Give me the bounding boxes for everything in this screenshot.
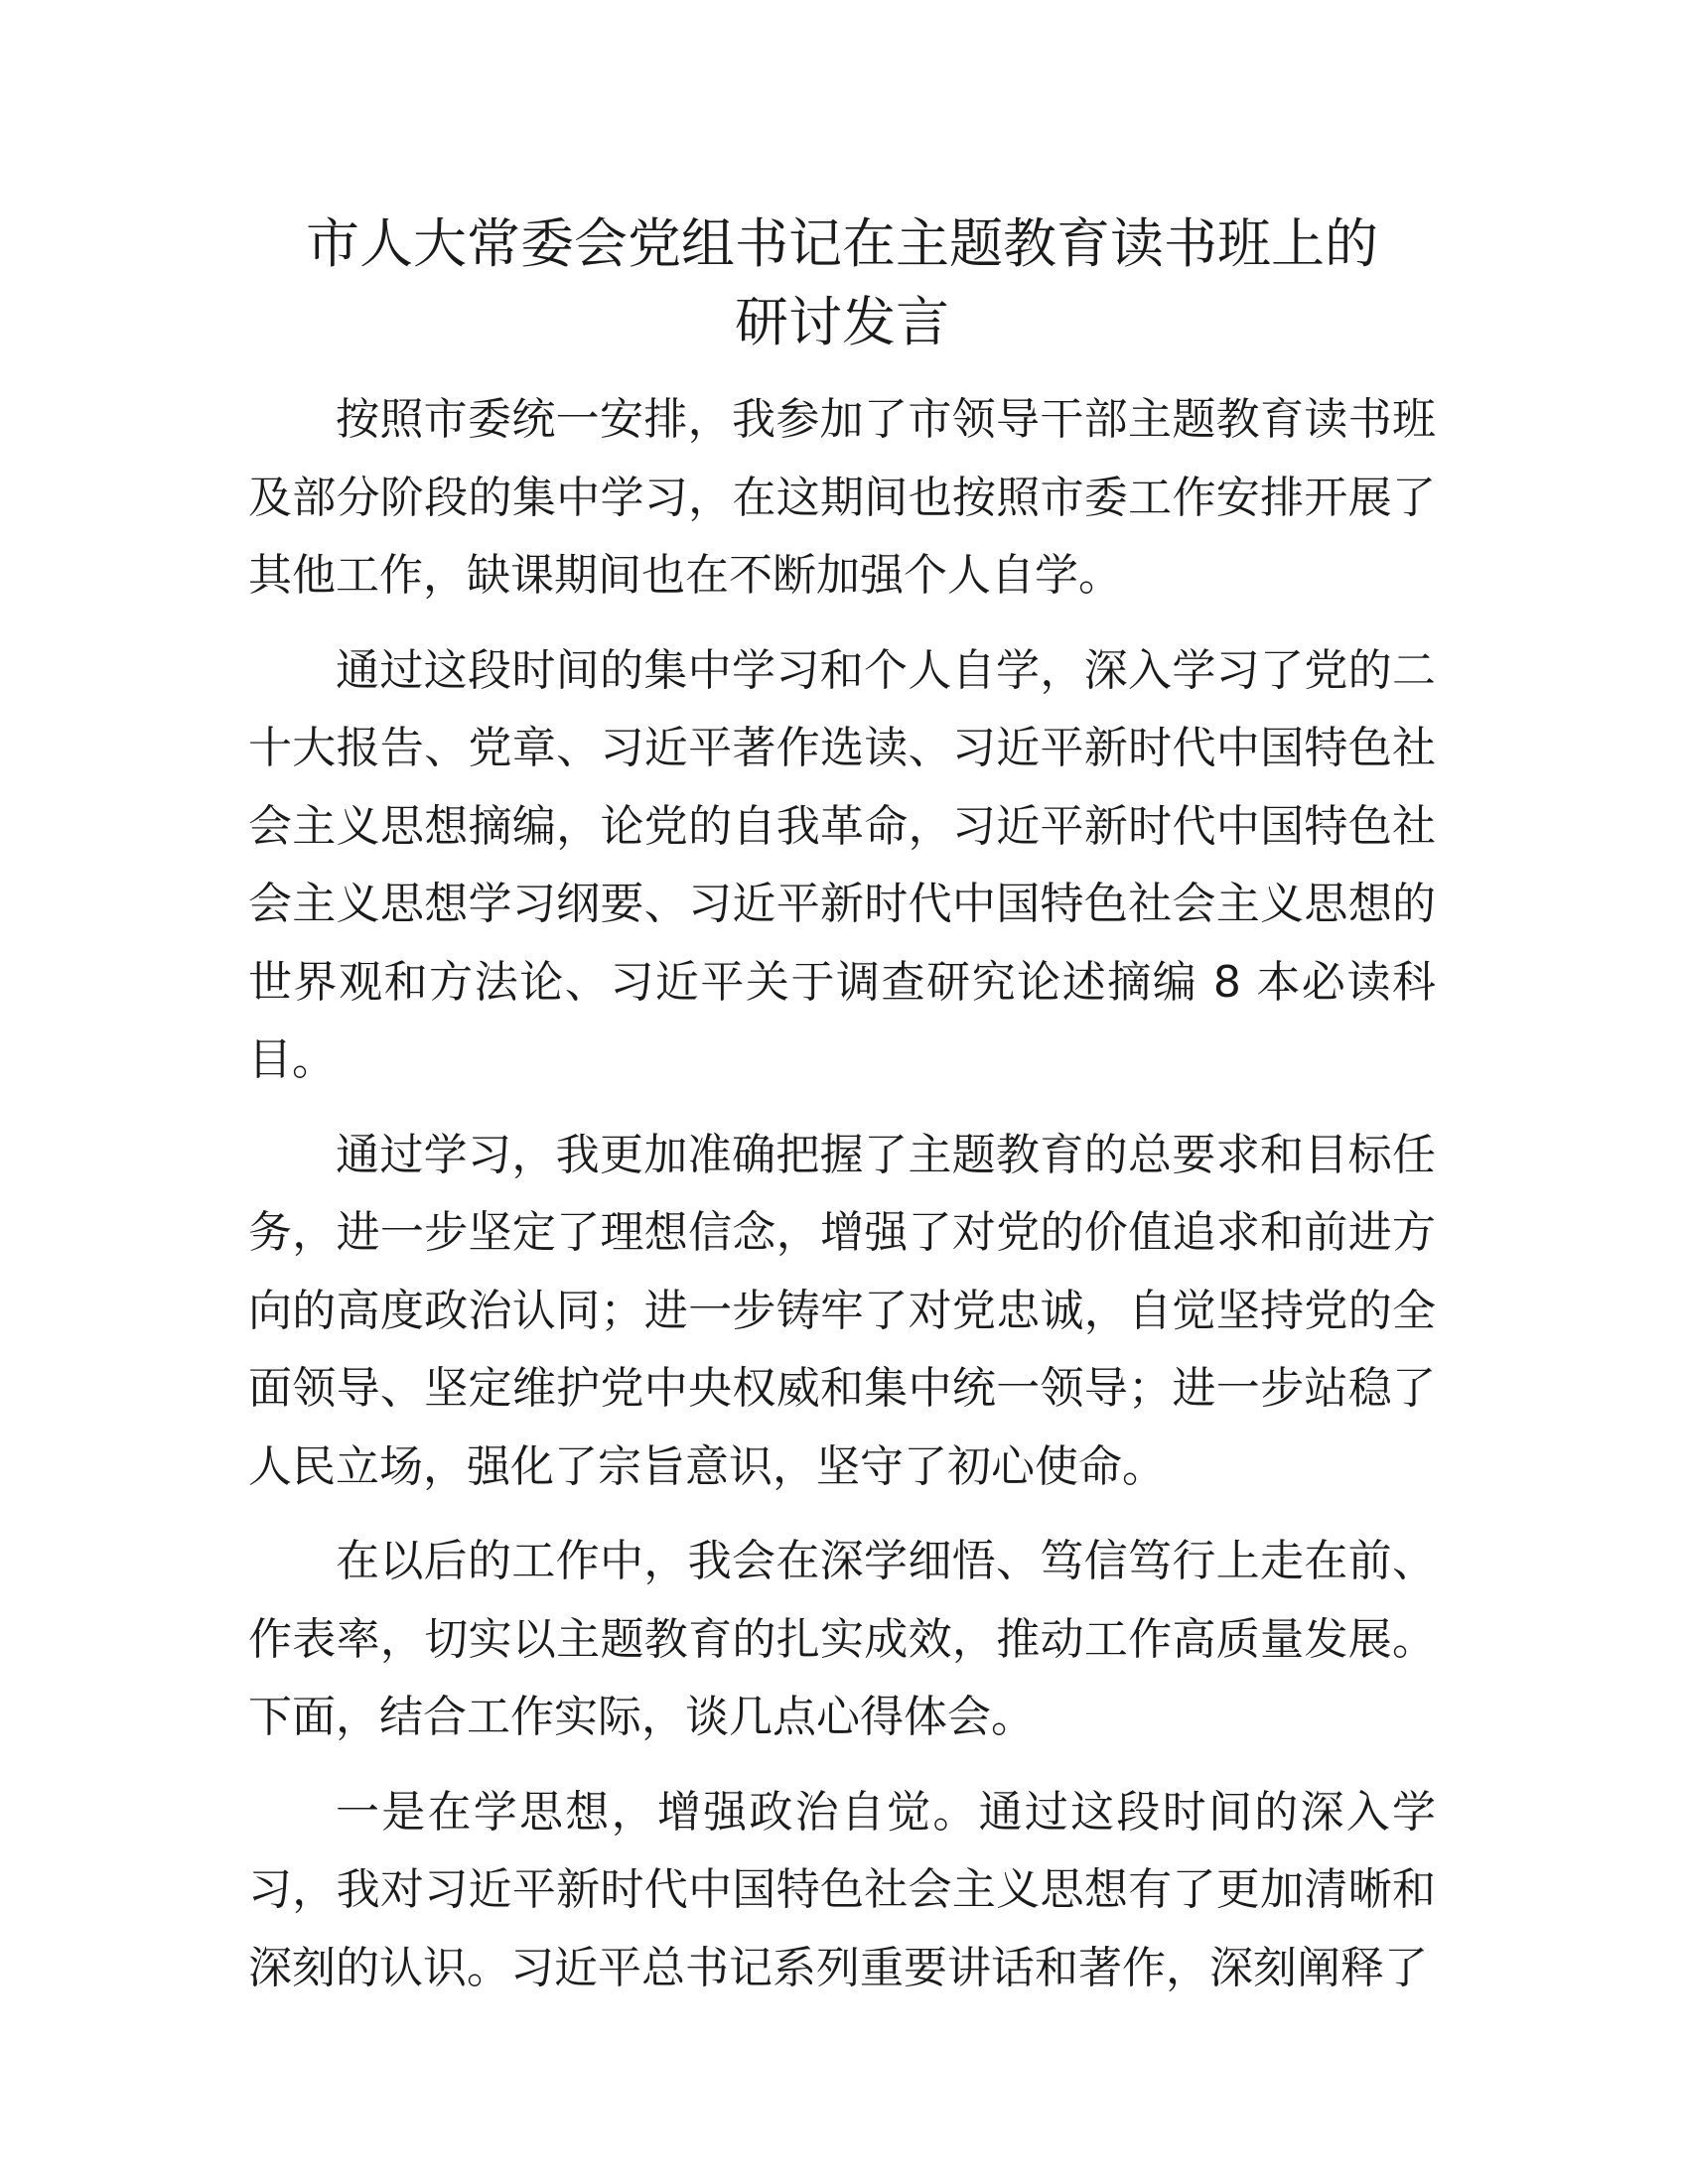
- paragraph-4: 在以后的工作中，我会在深学细悟、笃信笃行上走在前、作表率，切实以主题教育的扎实成效，推动工作高质量发展。下面，结合工作实际，谈几点心得体会。: [248, 1536, 1436, 1742]
- paragraph-1: 按照市委统一安排，我参加了市领导干部主题教育读书班及部分阶段的集中学习，在这期间也按照市委工作安排开展了其他工作，缺课期间也在不断加强个人自学。: [248, 394, 1436, 601]
- document-title: [248, 205, 1436, 361]
- document-content: [248, 205, 1436, 2024]
- title-line-1: 市人大常委会党组书记在主题教育读书班上的: [306, 212, 1378, 275]
- title-line-2: 研讨发言: [735, 291, 949, 353]
- paragraph-2: 通过这段时间的集中学习和个人自学，深入学习了党的二十大报告、党章、习近平著作选读、习近平新时代中国特色社会主义思想摘编，论党的自我革命，习近平新时代中国特色社会主义思想学习纲要、习近平新时代中国特色社会主义思想的世界观和方法论、习近平关于调查研究论述摘编 8 本必读科目。: [248, 644, 1436, 1085]
- paragraph-5: 一是在学思想，增强政治自觉。通过这段时间的深入学习，我对习近平新时代中国特色社会主义思想有了更加清晰和深刻的认识。习近平总书记系列重要讲话和著作，深刻阐释了: [248, 1786, 1436, 1993]
- document-body: [248, 381, 1436, 2007]
- paragraph-3: 通过学习，我更加准确把握了主题教育的总要求和目标任务，进一步坚定了理想信念，增强了对党的价值追求和前进方向的高度政治认同；进一步铸牢了对党忠诚，自觉坚持党的全面领导、坚定维护党中央权威和集中统一领导；进一步站稳了人民立场，强化了宗旨意识，坚守了初心使命。: [248, 1129, 1436, 1492]
